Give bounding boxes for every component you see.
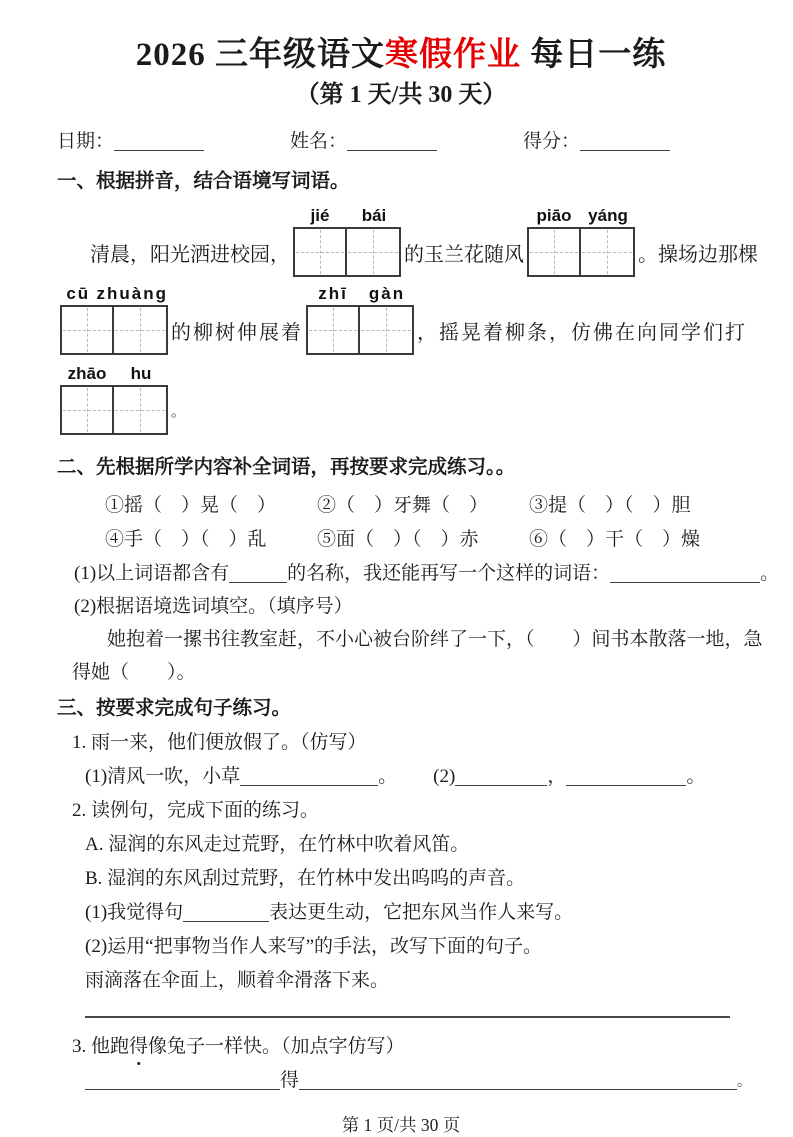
word-fill-line-2 (105, 527, 745, 553)
pinyin-syllable: piāo (536, 206, 572, 225)
question-text: 表达更生动，它把东风当作人来写。 (269, 902, 574, 923)
pinyin-syllable: zhāo (67, 364, 107, 383)
pinyin-syllable: jié (310, 206, 330, 225)
section-one-row-3 (57, 364, 745, 435)
writing-grid (306, 305, 414, 355)
pinyin-grid-zhigan[interactable] (306, 284, 414, 355)
page-title (57, 34, 745, 76)
example-sentence-a: A. 湿润的东风走过荒野，在竹林中吹着风笛。 (85, 834, 470, 855)
sentence-text: 的玉兰花随风 (404, 243, 524, 266)
pinyin-label (60, 284, 168, 304)
title-suffix: 每日一练 (521, 37, 667, 73)
writing-cell[interactable] (114, 307, 166, 353)
score-label: 得分： (523, 131, 581, 152)
section-two-q2: (2)根据语境选词填空。（填序号） (74, 596, 353, 617)
writing-cell[interactable] (114, 387, 166, 433)
question-text: 。 (760, 563, 780, 584)
section-two-paragraph-line-1: 她抱着一摞书往教室赶，不小心被台阶绊了一下，（ ）间书本散落一地，急 (107, 629, 763, 650)
pinyin-grid-piaoyang[interactable] (527, 206, 635, 277)
fill-blank[interactable] (610, 564, 760, 583)
section-three-q1: 1. 雨一来，他们便放假了。（仿写） (72, 732, 367, 753)
pinyin-grid-cuzhuang[interactable] (60, 284, 168, 355)
writing-cell[interactable] (308, 307, 360, 353)
question-text: (1)我觉得句 (85, 902, 184, 923)
page-subtitle: （第 1 天/共 30 天） (295, 82, 507, 108)
name-blank[interactable] (347, 132, 437, 151)
date-field (57, 129, 290, 155)
writing-grid (60, 385, 168, 435)
word-item-2[interactable]: ②（ ）牙舞（ ） (317, 495, 489, 516)
title-prefix: 2026 三年级语文 (135, 37, 385, 73)
section-one-heading: 一、根据拼音，结合语境写词语。 (57, 171, 350, 192)
word-item-3[interactable]: ③提（ ）（ ）胆 (529, 495, 691, 516)
writing-cell[interactable] (529, 229, 581, 275)
fill-blank[interactable] (299, 1071, 737, 1090)
score-blank[interactable] (580, 132, 670, 151)
writing-grid (527, 227, 635, 277)
word-item-5[interactable]: ⑤面（ ）（ ）赤 (317, 529, 479, 550)
question-text: (1)清风一吹，小草 (85, 766, 241, 787)
question-text: (2) (433, 766, 456, 787)
fill-blank[interactable] (455, 767, 547, 786)
question-text: (1)以上词语都含有 (74, 563, 230, 584)
writing-cell[interactable] (295, 229, 347, 275)
section-one-row-2 (57, 284, 747, 355)
pinyin-syllable: yáng (588, 206, 628, 225)
section-two-heading: 二、先根据所学内容补全词语，再按要求完成练习。。 (57, 457, 516, 478)
question-text: 3. 他跑 (72, 1036, 130, 1057)
sentence-text: 的柳树伸展着 (171, 321, 303, 344)
section-three-q3-answer (85, 1068, 752, 1096)
pinyin-label (527, 206, 635, 226)
pinyin-label (60, 364, 168, 384)
pinyin-syllable: bái (361, 206, 387, 225)
question-text: 。 (686, 766, 706, 787)
answer-connector: 得 (280, 1070, 300, 1091)
name-label: 姓名： (290, 131, 348, 152)
section-two-paragraph-line-2: 得她（ ）。 (72, 662, 196, 683)
sentence-text: 清晨，阳光洒进校园， (90, 243, 290, 266)
sentence-text: 。 (171, 403, 187, 420)
pinyin-label (306, 284, 414, 304)
section-three-q3 (72, 1034, 745, 1060)
section-one-row-1 (72, 206, 758, 277)
word-item-4[interactable]: ④手（ ）（ ）乱 (105, 529, 267, 550)
pinyin-syllable: zhuàng (96, 284, 168, 303)
sentence-text: 。操场边那棵 (638, 243, 758, 266)
word-fill-line-1 (105, 493, 745, 519)
date-label: 日期： (57, 131, 115, 152)
example-sentence-b: B. 湿润的东风刮过荒野，在竹林中发出呜呜的声音。 (85, 868, 526, 889)
pinyin-syllable: hu (130, 364, 152, 383)
pinyin-syllable: cū (66, 284, 91, 303)
pinyin-grid-jiebai[interactable] (293, 206, 401, 277)
pinyin-syllable: zhī (318, 284, 348, 303)
name-field (290, 129, 523, 155)
section-three-q2-sub1 (85, 900, 745, 926)
question-text: ， (547, 766, 567, 787)
writing-cell[interactable] (581, 229, 633, 275)
page-footer: 第 1 页/共 30 页 (341, 1115, 461, 1135)
meta-row (57, 129, 745, 155)
answer-period: 。 (737, 1075, 752, 1090)
section-two-q1 (74, 561, 780, 587)
rewrite-source-sentence: 雨滴落在伞面上，顺着伞滑落下来。 (85, 970, 390, 991)
section-three-q2: 2. 读例句，完成下面的练习。 (72, 800, 320, 821)
pinyin-grid-zhaohu[interactable] (60, 364, 168, 435)
word-item-1[interactable]: ①摇（ ）晃（ ） (105, 495, 277, 516)
section-three-q1-sub (85, 764, 745, 790)
question-text: 的名称，我还能再写一个这样的词语： (287, 563, 611, 584)
pinyin-label (293, 206, 401, 226)
pinyin-syllable: gàn (368, 284, 406, 303)
fill-blank[interactable] (566, 767, 686, 786)
word-item-6[interactable]: ⑥（ ）干（ ）燥 (529, 529, 701, 550)
question-text: 像兔子一样快。（加点字仿写） (148, 1036, 405, 1057)
date-blank[interactable] (114, 132, 204, 151)
score-field (523, 129, 670, 155)
fill-blank[interactable] (240, 767, 378, 786)
writing-cell[interactable] (62, 387, 114, 433)
writing-cell[interactable] (347, 229, 399, 275)
writing-grid (60, 305, 168, 355)
writing-cell[interactable] (62, 307, 114, 353)
fill-blank[interactable] (85, 1071, 280, 1090)
emphasized-char: 得 (129, 1034, 148, 1060)
answer-line[interactable] (85, 1016, 730, 1018)
section-three-q2-sub2: (2)运用“把事物当作人来写”的手法，改写下面的句子。 (85, 936, 543, 957)
fill-blank[interactable] (183, 903, 269, 922)
question-text: 。 (378, 766, 398, 787)
writing-cell[interactable] (360, 307, 412, 353)
writing-grid (293, 227, 401, 277)
section-three-heading: 三、按要求完成句子练习。 (57, 698, 292, 719)
fill-blank[interactable] (229, 564, 287, 583)
sentence-text: ，摇晃着柳条，仿佛在向同学们打 (417, 321, 747, 344)
title-highlight: 寒假作业 (385, 37, 521, 73)
